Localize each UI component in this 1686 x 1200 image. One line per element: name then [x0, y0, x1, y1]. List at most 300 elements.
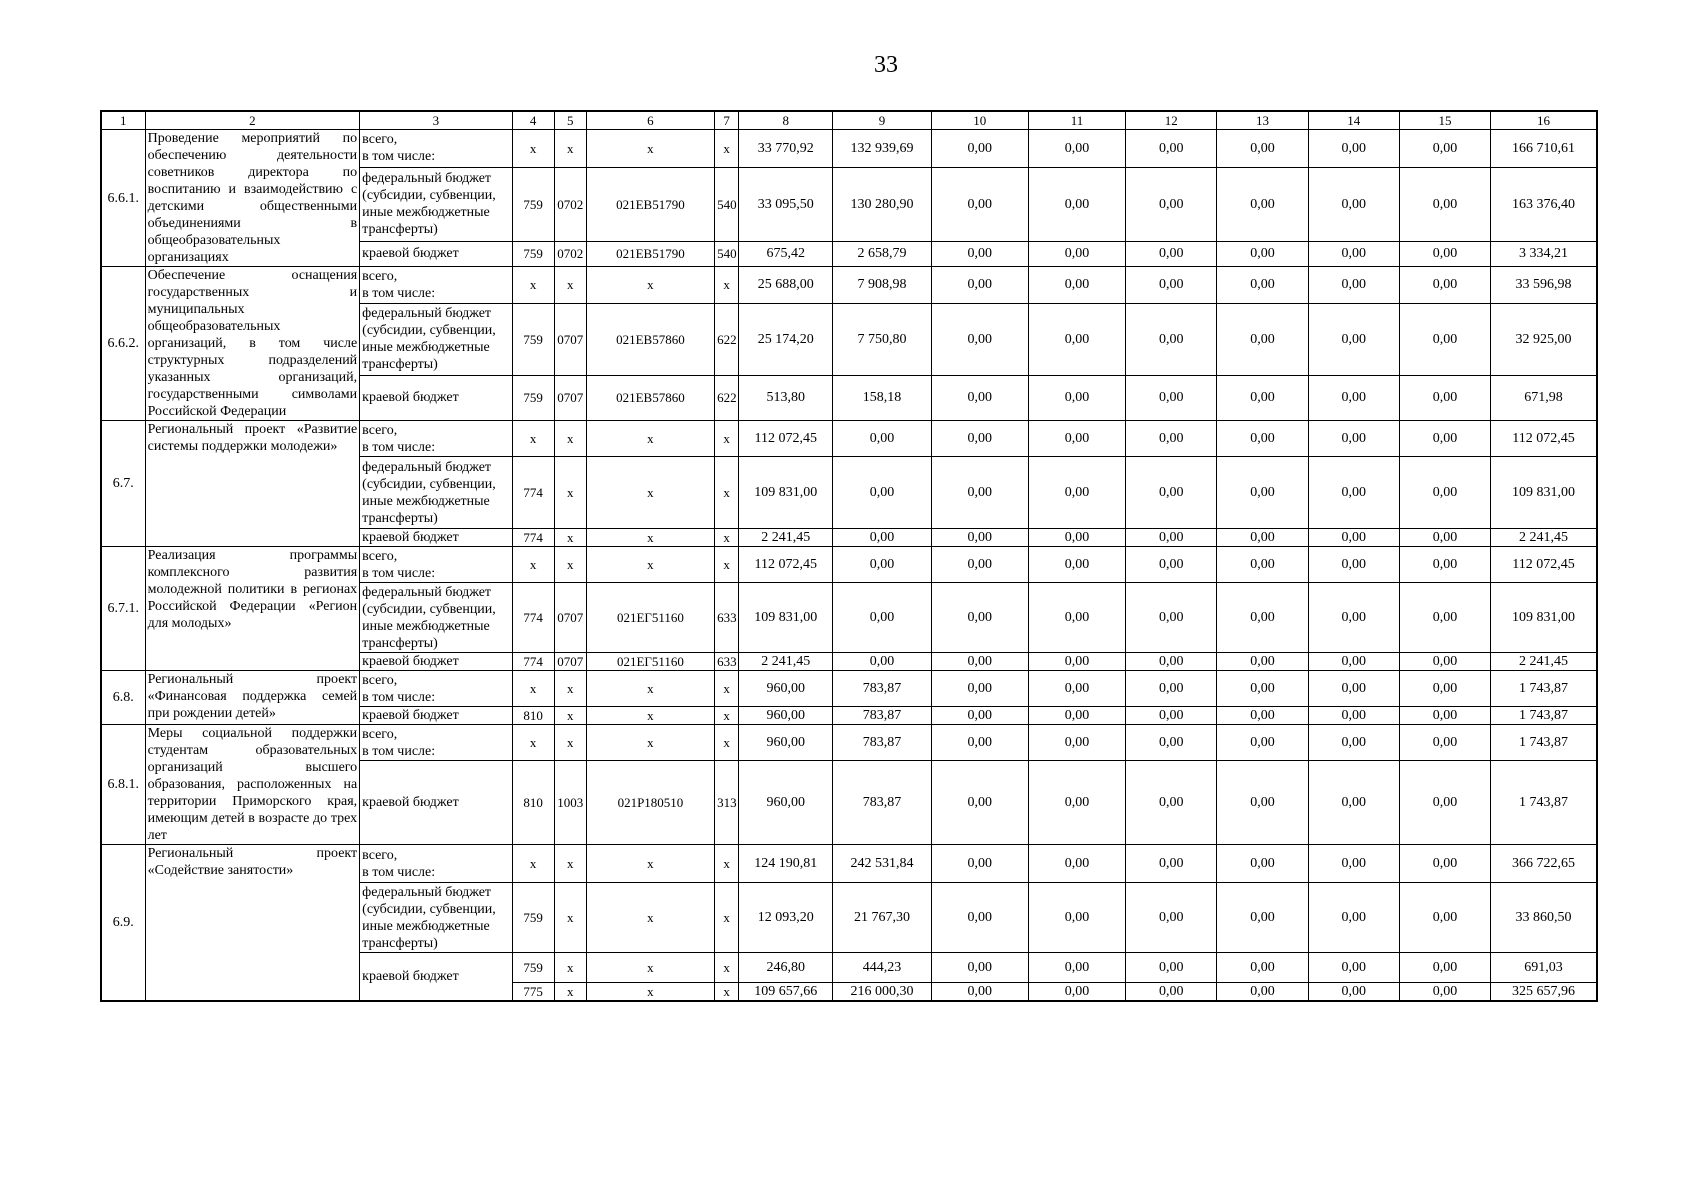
column-number-14: 14 [1308, 111, 1399, 130]
item-name: Региональный проект «Содействие занятости» [145, 845, 360, 1002]
amount-v9: 0,00 [833, 421, 931, 457]
funding-source: всего, в том числе: [360, 130, 512, 168]
amount-v16: 166 710,61 [1491, 130, 1597, 168]
amount-v12: 0,00 [1126, 375, 1217, 420]
code-c7: 633 [715, 653, 739, 671]
amount-v8: 33 770,92 [739, 130, 833, 168]
amount-v10: 0,00 [931, 653, 1028, 671]
amount-v11: 0,00 [1028, 725, 1125, 761]
amount-v10: 0,00 [931, 983, 1028, 1002]
amount-v8: 2 241,45 [739, 653, 833, 671]
code-c7: х [715, 707, 739, 725]
amount-v16: 1 743,87 [1491, 725, 1597, 761]
code-c7: х [715, 421, 739, 457]
amount-v8: 124 190,81 [739, 845, 833, 883]
funding-source: краевой бюджет [360, 707, 512, 725]
code-c6: х [586, 457, 714, 529]
code-c4: х [512, 130, 554, 168]
item-name: Меры социальной поддержки студентам образовательных организаций высшего образования, расположенных на территории Приморского края, имеющим детей в возрасте до трех лет [145, 725, 360, 845]
code-c7: х [715, 953, 739, 983]
code-c4: 759 [512, 167, 554, 241]
code-c6: х [586, 267, 714, 304]
amount-v9: 21 767,30 [833, 883, 931, 953]
table-row [101, 547, 1597, 583]
amount-v15: 0,00 [1399, 241, 1490, 266]
amount-v9: 132 939,69 [833, 130, 931, 168]
amount-v16: 163 376,40 [1491, 167, 1597, 241]
amount-v15: 0,00 [1399, 761, 1490, 845]
code-c5: 0702 [554, 241, 586, 266]
code-c4: х [512, 845, 554, 883]
amount-v10: 0,00 [931, 845, 1028, 883]
code-c5: х [554, 671, 586, 707]
code-c5: х [554, 845, 586, 883]
code-c5: 0702 [554, 167, 586, 241]
amount-v8: 2 241,45 [739, 529, 833, 547]
code-c4: х [512, 671, 554, 707]
item-name: Реализация программы комплексного развития молодежной политики в регионах Российской Федерации «Регион для молодых» [145, 547, 360, 671]
amount-v11: 0,00 [1028, 953, 1125, 983]
item-name: Региональный проект «Финансовая поддержка семей при рождении детей» [145, 671, 360, 725]
table-row [101, 671, 1597, 707]
code-c4: х [512, 421, 554, 457]
column-number-16: 16 [1491, 111, 1597, 130]
item-number: 6.7.1. [101, 547, 145, 671]
item-number: 6.6.2. [101, 267, 145, 421]
amount-v14: 0,00 [1308, 457, 1399, 529]
amount-v14: 0,00 [1308, 725, 1399, 761]
table-row [101, 725, 1597, 761]
amount-v15: 0,00 [1399, 707, 1490, 725]
code-c4: 759 [512, 303, 554, 375]
amount-v13: 0,00 [1217, 983, 1308, 1002]
amount-v10: 0,00 [931, 421, 1028, 457]
amount-v15: 0,00 [1399, 267, 1490, 304]
amount-v11: 0,00 [1028, 983, 1125, 1002]
amount-v14: 0,00 [1308, 983, 1399, 1002]
item-number: 6.8. [101, 671, 145, 725]
amount-v12: 0,00 [1126, 671, 1217, 707]
code-c5: х [554, 725, 586, 761]
amount-v11: 0,00 [1028, 845, 1125, 883]
amount-v8: 960,00 [739, 725, 833, 761]
amount-v9: 783,87 [833, 725, 931, 761]
amount-v10: 0,00 [931, 883, 1028, 953]
amount-v10: 0,00 [931, 547, 1028, 583]
item-number: 6.7. [101, 421, 145, 547]
amount-v16: 1 743,87 [1491, 761, 1597, 845]
amount-v15: 0,00 [1399, 583, 1490, 653]
funding-source: краевой бюджет [360, 953, 512, 1002]
amount-v13: 0,00 [1217, 725, 1308, 761]
amount-v13: 0,00 [1217, 707, 1308, 725]
column-number-10: 10 [931, 111, 1028, 130]
amount-v14: 0,00 [1308, 375, 1399, 420]
code-c7: 633 [715, 583, 739, 653]
amount-v12: 0,00 [1126, 167, 1217, 241]
amount-v12: 0,00 [1126, 983, 1217, 1002]
code-c4: х [512, 547, 554, 583]
amount-v8: 33 095,50 [739, 167, 833, 241]
column-number-15: 15 [1399, 111, 1490, 130]
code-c6: х [586, 953, 714, 983]
amount-v11: 0,00 [1028, 303, 1125, 375]
amount-v15: 0,00 [1399, 457, 1490, 529]
amount-v11: 0,00 [1028, 883, 1125, 953]
amount-v9: 242 531,84 [833, 845, 931, 883]
amount-v16: 112 072,45 [1491, 547, 1597, 583]
amount-v16: 33 860,50 [1491, 883, 1597, 953]
amount-v13: 0,00 [1217, 529, 1308, 547]
code-c4: 774 [512, 653, 554, 671]
amount-v12: 0,00 [1126, 547, 1217, 583]
amount-v16: 691,03 [1491, 953, 1597, 983]
table-row [101, 130, 1597, 168]
funding-source: всего, в том числе: [360, 267, 512, 304]
amount-v9: 0,00 [833, 529, 931, 547]
amount-v14: 0,00 [1308, 845, 1399, 883]
code-c6: х [586, 707, 714, 725]
amount-v14: 0,00 [1308, 653, 1399, 671]
column-number-9: 9 [833, 111, 931, 130]
code-c4: 810 [512, 707, 554, 725]
amount-v13: 0,00 [1217, 953, 1308, 983]
column-number-13: 13 [1217, 111, 1308, 130]
amount-v11: 0,00 [1028, 707, 1125, 725]
amount-v11: 0,00 [1028, 529, 1125, 547]
code-c6: 021ЕГ51160 [586, 583, 714, 653]
amount-v9: 158,18 [833, 375, 931, 420]
amount-v16: 325 657,96 [1491, 983, 1597, 1002]
amount-v14: 0,00 [1308, 953, 1399, 983]
amount-v14: 0,00 [1308, 583, 1399, 653]
amount-v16: 3 334,21 [1491, 241, 1597, 266]
amount-v8: 513,80 [739, 375, 833, 420]
code-c6: х [586, 845, 714, 883]
amount-v12: 0,00 [1126, 653, 1217, 671]
amount-v8: 109 831,00 [739, 583, 833, 653]
code-c4: 774 [512, 457, 554, 529]
amount-v14: 0,00 [1308, 267, 1399, 304]
amount-v14: 0,00 [1308, 421, 1399, 457]
amount-v14: 0,00 [1308, 883, 1399, 953]
table-row [101, 421, 1597, 457]
code-c5: х [554, 267, 586, 304]
amount-v8: 960,00 [739, 671, 833, 707]
amount-v12: 0,00 [1126, 267, 1217, 304]
amount-v12: 0,00 [1126, 883, 1217, 953]
amount-v9: 130 280,90 [833, 167, 931, 241]
amount-v13: 0,00 [1217, 583, 1308, 653]
amount-v12: 0,00 [1126, 421, 1217, 457]
code-c5: х [554, 457, 586, 529]
code-c5: х [554, 547, 586, 583]
code-c7: х [715, 671, 739, 707]
amount-v12: 0,00 [1126, 707, 1217, 725]
amount-v15: 0,00 [1399, 653, 1490, 671]
amount-v9: 0,00 [833, 653, 931, 671]
item-number: 6.6.1. [101, 130, 145, 267]
code-c7: 622 [715, 375, 739, 420]
funding-source: федеральный бюджет (субсидии, субвенции, иные межбюджетные трансферты) [360, 583, 512, 653]
amount-v8: 246,80 [739, 953, 833, 983]
amount-v11: 0,00 [1028, 671, 1125, 707]
amount-v15: 0,00 [1399, 529, 1490, 547]
amount-v11: 0,00 [1028, 167, 1125, 241]
amount-v16: 1 743,87 [1491, 707, 1597, 725]
amount-v14: 0,00 [1308, 547, 1399, 583]
code-c4: 775 [512, 983, 554, 1002]
amount-v15: 0,00 [1399, 953, 1490, 983]
code-c7: х [715, 983, 739, 1002]
code-c7: х [715, 547, 739, 583]
item-number: 6.8.1. [101, 725, 145, 845]
code-c4: 774 [512, 583, 554, 653]
funding-source: краевой бюджет [360, 241, 512, 266]
amount-v15: 0,00 [1399, 303, 1490, 375]
amount-v9: 783,87 [833, 707, 931, 725]
code-c4: 759 [512, 953, 554, 983]
code-c4: 759 [512, 883, 554, 953]
funding-source: всего, в том числе: [360, 421, 512, 457]
code-c7: 540 [715, 241, 739, 266]
funding-source: краевой бюджет [360, 653, 512, 671]
amount-v12: 0,00 [1126, 130, 1217, 168]
amount-v8: 960,00 [739, 761, 833, 845]
amount-v14: 0,00 [1308, 529, 1399, 547]
budget-table [100, 110, 1598, 1002]
amount-v16: 671,98 [1491, 375, 1597, 420]
amount-v14: 0,00 [1308, 241, 1399, 266]
column-number-6: 6 [586, 111, 714, 130]
amount-v9: 444,23 [833, 953, 931, 983]
code-c7: х [715, 845, 739, 883]
code-c6: х [586, 529, 714, 547]
amount-v13: 0,00 [1217, 421, 1308, 457]
amount-v9: 0,00 [833, 457, 931, 529]
funding-source: всего, в том числе: [360, 671, 512, 707]
amount-v10: 0,00 [931, 130, 1028, 168]
code-c5: х [554, 883, 586, 953]
code-c6: х [586, 130, 714, 168]
code-c4: 774 [512, 529, 554, 547]
amount-v16: 32 925,00 [1491, 303, 1597, 375]
amount-v15: 0,00 [1399, 130, 1490, 168]
amount-v10: 0,00 [931, 671, 1028, 707]
amount-v15: 0,00 [1399, 845, 1490, 883]
amount-v12: 0,00 [1126, 583, 1217, 653]
amount-v14: 0,00 [1308, 707, 1399, 725]
amount-v10: 0,00 [931, 529, 1028, 547]
code-c5: 0707 [554, 653, 586, 671]
amount-v16: 112 072,45 [1491, 421, 1597, 457]
amount-v13: 0,00 [1217, 761, 1308, 845]
code-c6: 021P180510 [586, 761, 714, 845]
amount-v13: 0,00 [1217, 671, 1308, 707]
code-c6: 021EВ57860 [586, 303, 714, 375]
amount-v11: 0,00 [1028, 375, 1125, 420]
amount-v12: 0,00 [1126, 845, 1217, 883]
amount-v15: 0,00 [1399, 671, 1490, 707]
funding-source: федеральный бюджет (субсидии, субвенции, иные межбюджетные трансферты) [360, 303, 512, 375]
item-name: Проведение мероприятий по обеспечению деятельности советников директора по воспитанию и взаимодействию с детскими общественными объединениями в общеобразовательных организациях [145, 130, 360, 267]
amount-v8: 25 688,00 [739, 267, 833, 304]
column-number-row [101, 111, 1597, 130]
column-number-8: 8 [739, 111, 833, 130]
amount-v13: 0,00 [1217, 883, 1308, 953]
funding-source: всего, в том числе: [360, 725, 512, 761]
code-c6: 021EВ51790 [586, 167, 714, 241]
code-c5: 0707 [554, 375, 586, 420]
amount-v10: 0,00 [931, 707, 1028, 725]
table-row [101, 845, 1597, 883]
amount-v15: 0,00 [1399, 983, 1490, 1002]
column-number-1: 1 [101, 111, 145, 130]
column-number-7: 7 [715, 111, 739, 130]
code-c6: 021ЕГ51160 [586, 653, 714, 671]
amount-v11: 0,00 [1028, 130, 1125, 168]
amount-v16: 109 831,00 [1491, 457, 1597, 529]
amount-v13: 0,00 [1217, 130, 1308, 168]
code-c7: 540 [715, 167, 739, 241]
code-c5: 0707 [554, 583, 586, 653]
amount-v8: 675,42 [739, 241, 833, 266]
funding-source: федеральный бюджет (субсидии, субвенции, иные межбюджетные трансферты) [360, 457, 512, 529]
amount-v14: 0,00 [1308, 303, 1399, 375]
amount-v10: 0,00 [931, 375, 1028, 420]
amount-v13: 0,00 [1217, 267, 1308, 304]
code-c5: х [554, 983, 586, 1002]
amount-v8: 960,00 [739, 707, 833, 725]
amount-v11: 0,00 [1028, 267, 1125, 304]
amount-v12: 0,00 [1126, 725, 1217, 761]
code-c7: 622 [715, 303, 739, 375]
amount-v10: 0,00 [931, 267, 1028, 304]
amount-v8: 12 093,20 [739, 883, 833, 953]
amount-v14: 0,00 [1308, 761, 1399, 845]
code-c4: х [512, 267, 554, 304]
code-c5: х [554, 421, 586, 457]
funding-source: федеральный бюджет (субсидии, субвенции, иные межбюджетные трансферты) [360, 883, 512, 953]
code-c7: 313 [715, 761, 739, 845]
amount-v8: 112 072,45 [739, 547, 833, 583]
amount-v16: 33 596,98 [1491, 267, 1597, 304]
code-c4: 759 [512, 375, 554, 420]
amount-v10: 0,00 [931, 241, 1028, 266]
funding-source: краевой бюджет [360, 375, 512, 420]
code-c6: х [586, 421, 714, 457]
item-name: Региональный проект «Развитие системы поддержки молодежи» [145, 421, 360, 547]
funding-source: всего, в том числе: [360, 547, 512, 583]
funding-source: краевой бюджет [360, 529, 512, 547]
amount-v9: 216 000,30 [833, 983, 931, 1002]
amount-v9: 7 750,80 [833, 303, 931, 375]
column-number-11: 11 [1028, 111, 1125, 130]
amount-v12: 0,00 [1126, 529, 1217, 547]
amount-v14: 0,00 [1308, 671, 1399, 707]
amount-v8: 112 072,45 [739, 421, 833, 457]
table-row [101, 267, 1597, 304]
amount-v10: 0,00 [931, 583, 1028, 653]
amount-v8: 109 657,66 [739, 983, 833, 1002]
amount-v12: 0,00 [1126, 457, 1217, 529]
code-c4: 759 [512, 241, 554, 266]
code-c5: х [554, 953, 586, 983]
amount-v16: 109 831,00 [1491, 583, 1597, 653]
code-c6: 021EВ51790 [586, 241, 714, 266]
amount-v13: 0,00 [1217, 845, 1308, 883]
code-c4: х [512, 725, 554, 761]
amount-v9: 783,87 [833, 761, 931, 845]
amount-v12: 0,00 [1126, 761, 1217, 845]
code-c6: 021EВ57860 [586, 375, 714, 420]
item-number: 6.9. [101, 845, 145, 1002]
amount-v8: 109 831,00 [739, 457, 833, 529]
amount-v16: 2 241,45 [1491, 529, 1597, 547]
amount-v9: 7 908,98 [833, 267, 931, 304]
amount-v13: 0,00 [1217, 375, 1308, 420]
code-c5: х [554, 529, 586, 547]
code-c5: х [554, 707, 586, 725]
amount-v15: 0,00 [1399, 167, 1490, 241]
code-c6: х [586, 725, 714, 761]
page-number: 33 [874, 52, 898, 78]
amount-v9: 783,87 [833, 671, 931, 707]
amount-v11: 0,00 [1028, 653, 1125, 671]
column-number-12: 12 [1126, 111, 1217, 130]
amount-v13: 0,00 [1217, 457, 1308, 529]
amount-v10: 0,00 [931, 725, 1028, 761]
amount-v10: 0,00 [931, 457, 1028, 529]
amount-v13: 0,00 [1217, 547, 1308, 583]
amount-v15: 0,00 [1399, 375, 1490, 420]
code-c5: 0707 [554, 303, 586, 375]
column-number-3: 3 [360, 111, 512, 130]
code-c6: х [586, 883, 714, 953]
amount-v14: 0,00 [1308, 130, 1399, 168]
funding-source: краевой бюджет [360, 761, 512, 845]
amount-v15: 0,00 [1399, 725, 1490, 761]
amount-v13: 0,00 [1217, 167, 1308, 241]
amount-v11: 0,00 [1028, 547, 1125, 583]
table-body [101, 111, 1597, 1001]
amount-v11: 0,00 [1028, 583, 1125, 653]
code-c5: 1003 [554, 761, 586, 845]
amount-v10: 0,00 [931, 953, 1028, 983]
code-c4: 810 [512, 761, 554, 845]
amount-v11: 0,00 [1028, 421, 1125, 457]
code-c7: х [715, 883, 739, 953]
code-c7: х [715, 457, 739, 529]
code-c7: х [715, 725, 739, 761]
amount-v10: 0,00 [931, 303, 1028, 375]
code-c7: х [715, 529, 739, 547]
code-c7: х [715, 267, 739, 304]
amount-v12: 0,00 [1126, 303, 1217, 375]
code-c6: х [586, 983, 714, 1002]
amount-v13: 0,00 [1217, 303, 1308, 375]
code-c6: х [586, 671, 714, 707]
amount-v13: 0,00 [1217, 653, 1308, 671]
amount-v10: 0,00 [931, 167, 1028, 241]
amount-v10: 0,00 [931, 761, 1028, 845]
amount-v16: 2 241,45 [1491, 653, 1597, 671]
amount-v11: 0,00 [1028, 761, 1125, 845]
amount-v13: 0,00 [1217, 241, 1308, 266]
column-number-2: 2 [145, 111, 360, 130]
amount-v16: 366 722,65 [1491, 845, 1597, 883]
amount-v16: 1 743,87 [1491, 671, 1597, 707]
